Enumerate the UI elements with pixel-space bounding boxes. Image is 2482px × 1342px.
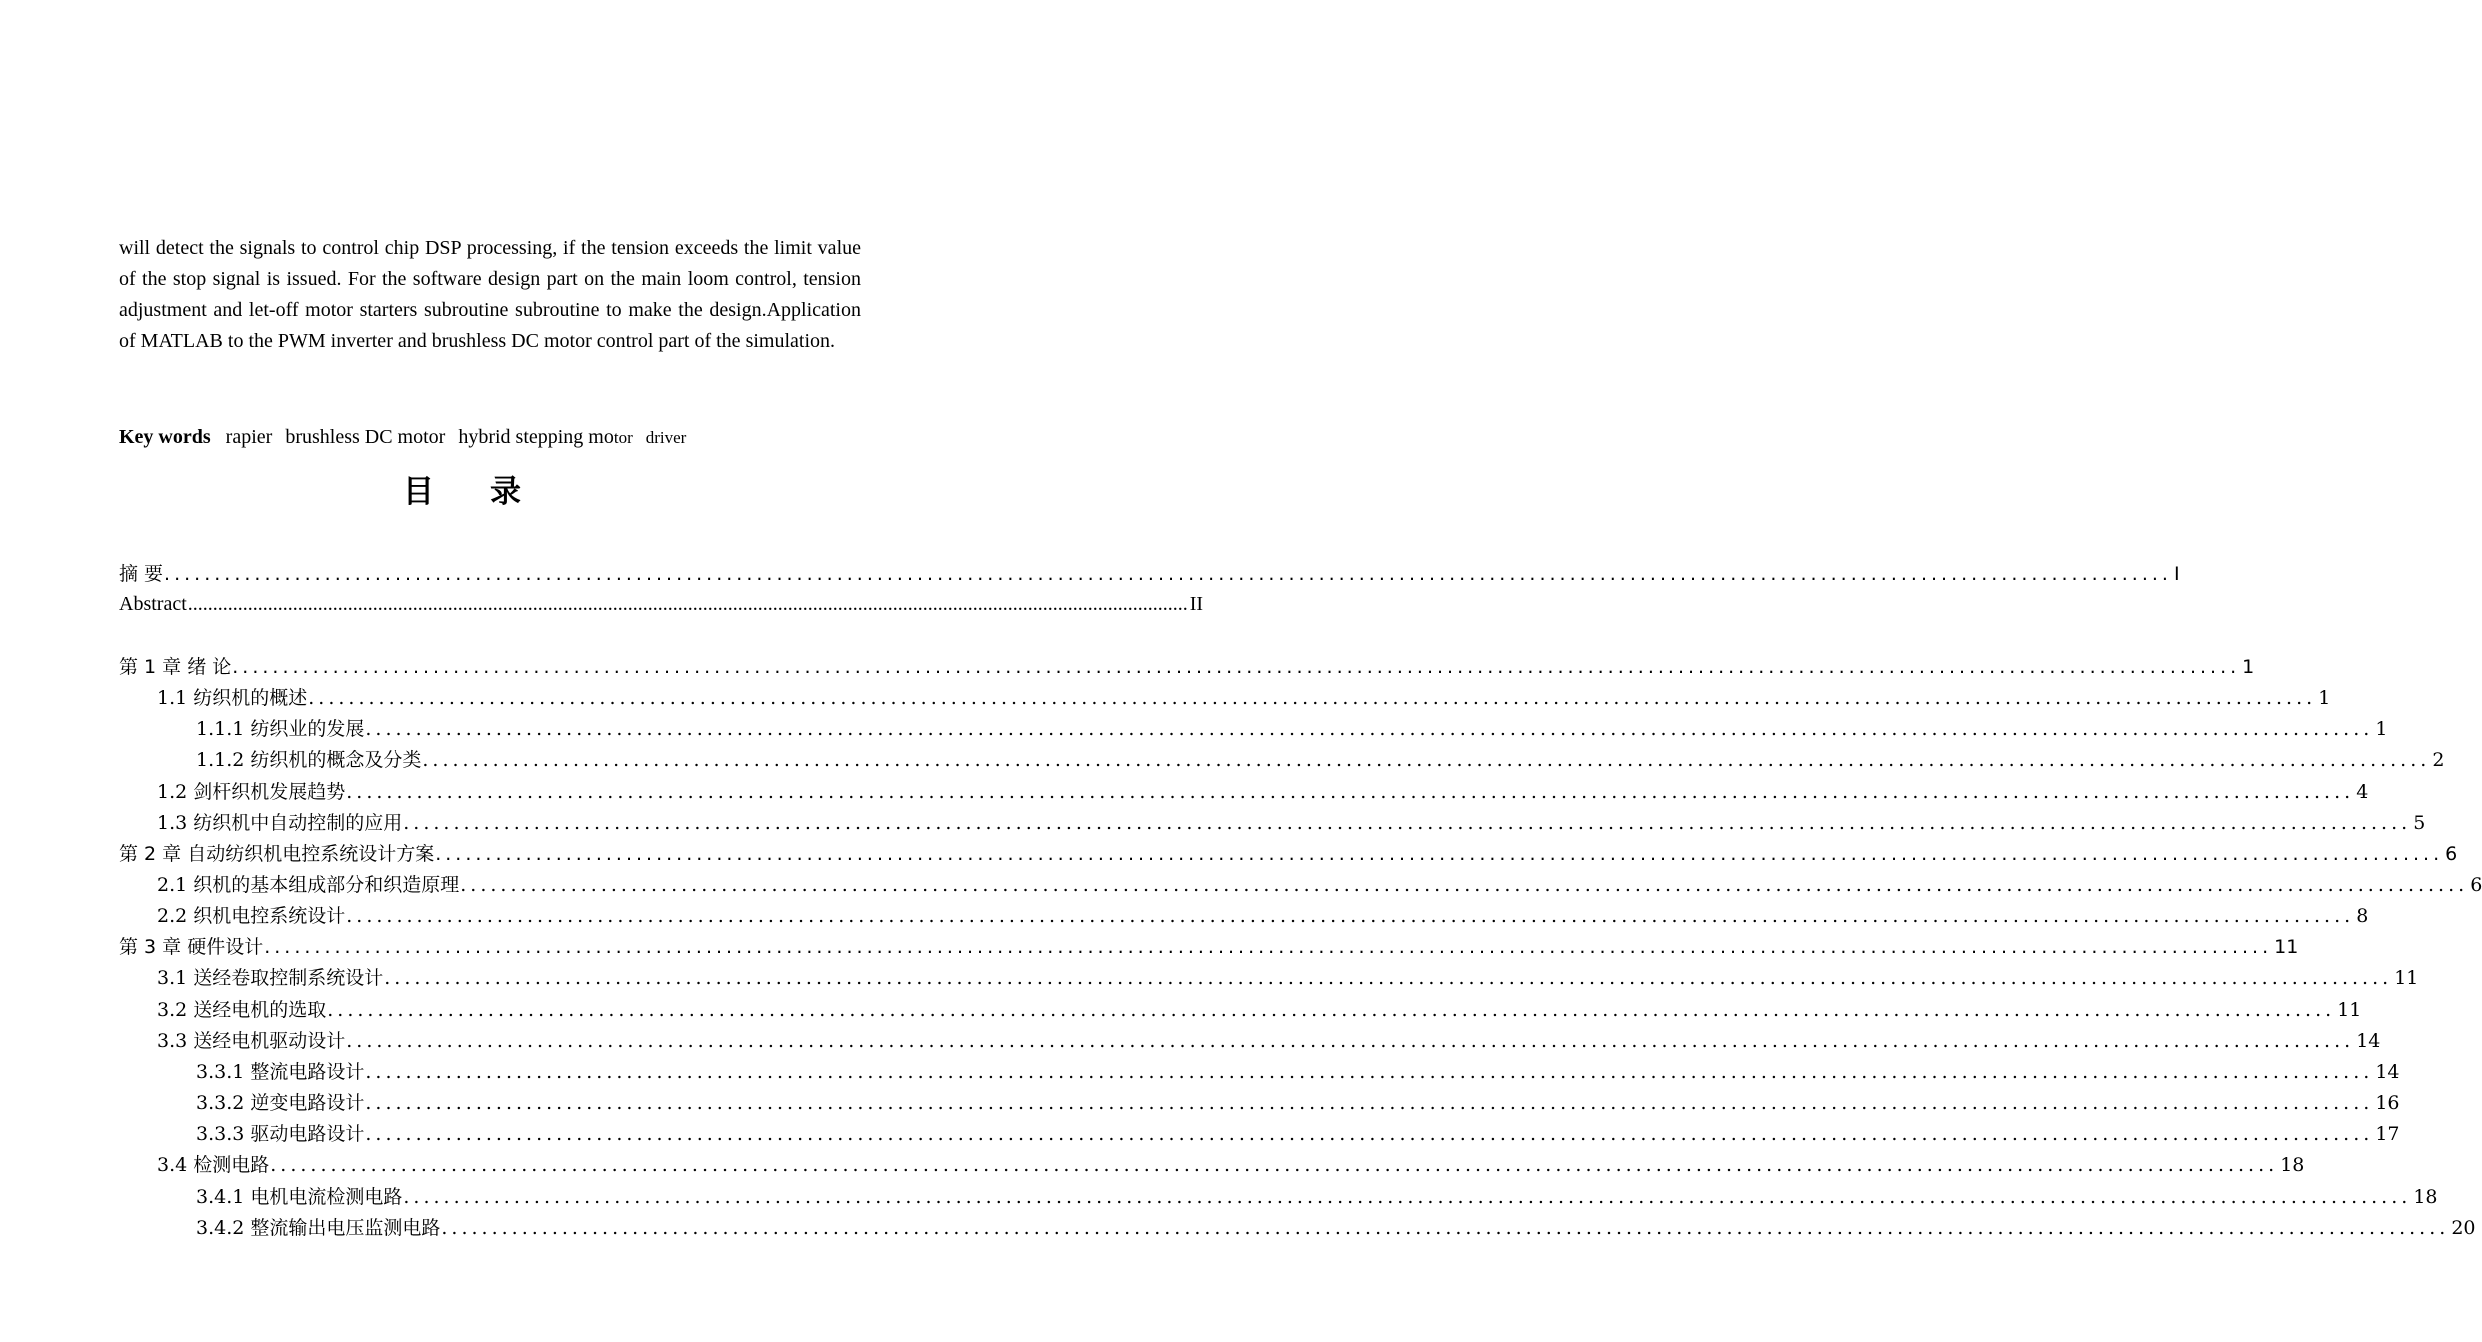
toc-leader-dots: ........................................................................................................................................................................................................	[435, 843, 2444, 865]
toc-entry-page: 11	[2274, 936, 2299, 958]
toc-entry-label: 3.3.2 逆变电路设计	[196, 1092, 365, 1114]
toc-entry[interactable]	[157, 901, 2369, 931]
toc-entry-label: 第 1 章 绪 论	[119, 656, 232, 678]
toc-entry-page: 5	[2413, 812, 2426, 834]
toc-entry-page: 1	[2318, 687, 2331, 709]
toc-entry-page: 18	[2413, 1186, 2438, 1208]
toc-leader-dots: ........................................................................................................................................................................................................	[346, 1030, 2355, 1052]
keyword-item: hybrid stepping mo	[458, 426, 614, 448]
toc-leader-dots: ........................................................................................................................................................................................................	[164, 563, 2172, 585]
toc-entry-label: 1.1 纺织机的概述	[157, 687, 308, 709]
toc-entry-page: 18	[2280, 1154, 2305, 1176]
toc-entry[interactable]	[157, 808, 2426, 838]
keyword-item: brushless DC motor	[285, 426, 446, 448]
toc-entry[interactable]	[119, 839, 2458, 869]
toc-entry[interactable]	[119, 559, 2180, 589]
keyword-item: rapier	[225, 426, 273, 448]
toc-entry-label: 3.3.1 整流电路设计	[196, 1061, 365, 1083]
toc-entry[interactable]	[157, 1026, 2381, 1056]
toc-entry-page: 11	[2337, 999, 2362, 1021]
toc-entry-page: 20	[2451, 1217, 2476, 1239]
toc-entry-page: 6	[2445, 843, 2458, 865]
toc-entry-label: 1.1.2 纺织机的概念及分类	[196, 749, 422, 771]
toc-entry-label: 3.3 送经电机驱动设计	[157, 1030, 346, 1052]
toc-entry-label: 1.1.1 纺织业的发展	[196, 718, 365, 740]
toc-entry-label: 3.4.1 电机电流检测电路	[196, 1186, 403, 1208]
toc-entry-page: 16	[2375, 1092, 2400, 1114]
toc-leader-dots: ........................................................................................................................................................................................................	[232, 656, 2241, 678]
toc-entry-label: 第 3 章 硬件设计	[119, 936, 264, 958]
toc-leader-dots: ........................................................................................................................................................................................................	[365, 1061, 2374, 1083]
toc-entry[interactable]	[119, 589, 1204, 619]
toc-leader-dots: ........................................................................................................................................................................................................	[384, 967, 2393, 989]
toc-leader-dots: ........................................................................................................................................................................................................	[346, 905, 2355, 927]
toc-entry-page: 1	[2242, 656, 2255, 678]
keyword-item-tail: tor	[613, 428, 633, 447]
toc-entry[interactable]	[157, 963, 2419, 993]
toc-entry-label: 3.4 检测电路	[157, 1154, 270, 1176]
toc-entry-page: 2	[2432, 749, 2445, 771]
toc-entry-page: 6	[2470, 874, 2482, 896]
toc-entry-label: 2.2 织机电控系统设计	[157, 905, 346, 927]
toc-leader-dots: ........................................................................................................................................................................................................	[365, 1092, 2374, 1114]
toc-entry[interactable]	[157, 995, 2362, 1025]
toc-title: 目录	[403, 474, 577, 510]
toc-entry[interactable]	[196, 1088, 2400, 1118]
toc-entry[interactable]	[157, 1150, 2305, 1180]
toc-entry[interactable]	[196, 1213, 2476, 1243]
toc-leader-dots: ........................................................................................................................................................................................................	[327, 999, 2336, 1021]
toc-entry-page: 4	[2356, 781, 2369, 803]
toc-entry[interactable]	[119, 652, 2255, 682]
toc-leader-dots: ........................................................................................................................................................................................................	[187, 593, 1188, 615]
keyword-item: driver	[645, 428, 687, 447]
toc-entry-label: 2.1 织机的基本组成部分和织造原理	[157, 874, 460, 896]
toc-leader-dots: ........................................................................................................................................................................................................	[365, 1123, 2374, 1145]
keywords-label: Key words	[119, 426, 211, 448]
toc-entry-label: 3.4.2 整流输出电压监测电路	[196, 1217, 441, 1239]
toc-entry[interactable]	[196, 1119, 2400, 1149]
toc-leader-dots: ........................................................................................................................................................................................................	[308, 687, 2317, 709]
toc-entry[interactable]	[196, 1057, 2400, 1087]
toc-entry-label: 3.3.3 驱动电路设计	[196, 1123, 365, 1145]
toc-entry-page: 14	[2375, 1061, 2400, 1083]
toc-entry-page: I	[2173, 563, 2180, 585]
toc-leader-dots: ........................................................................................................................................................................................................	[441, 1217, 2450, 1239]
toc-entry-page: 17	[2375, 1123, 2400, 1145]
toc-entry-page: II	[1189, 593, 1204, 615]
toc-leader-dots: ........................................................................................................................................................................................................	[460, 874, 2469, 896]
toc-entry-page: 8	[2356, 905, 2369, 927]
toc-entry[interactable]	[157, 683, 2331, 713]
toc-leader-dots: ........................................................................................................................................................................................................	[422, 749, 2431, 771]
toc-entry-page: 1	[2375, 718, 2388, 740]
toc-leader-dots: ........................................................................................................................................................................................................	[270, 1154, 2279, 1176]
abstract-paragraph: will detect the signals to control chip DSP processing, if the tension exceeds the limit value of the stop signal is issued. For the software design part on the main loom control, tension adjustment and let-off motor starters subroutine subroutine to make the design.Application of MATLAB to the PWM inverter and brushless DC motor control part of the simulation.	[119, 237, 861, 352]
toc-leader-dots: ........................................................................................................................................................................................................	[264, 936, 2273, 958]
toc-entry[interactable]	[196, 1182, 2438, 1212]
toc-entry-label: 第 2 章 自动纺织机电控系统设计方案	[119, 843, 435, 865]
keywords-line	[119, 422, 879, 453]
toc-entry-label: 3.1 送经卷取控制系统设计	[157, 967, 384, 989]
toc-entry-page: 14	[2356, 1030, 2381, 1052]
toc-entry-label: 摘 要	[119, 563, 164, 585]
toc-entry-page: 11	[2394, 967, 2419, 989]
toc-entry[interactable]	[196, 745, 2445, 775]
toc-leader-dots: ........................................................................................................................................................................................................	[403, 812, 2412, 834]
toc-leader-dots: ........................................................................................................................................................................................................	[365, 718, 2374, 740]
toc-entry-label: Abstract	[119, 593, 187, 615]
toc-entry[interactable]	[157, 870, 2482, 900]
toc-leader-dots: ........................................................................................................................................................................................................	[346, 781, 2355, 803]
toc-entry[interactable]	[196, 714, 2388, 744]
toc-entry-label: 1.2 剑杆织机发展趋势	[157, 781, 346, 803]
toc-entry[interactable]	[157, 777, 2369, 807]
toc-entry-label: 3.2 送经电机的选取	[157, 999, 327, 1021]
toc-entry-label: 1.3 纺织机中自动控制的应用	[157, 812, 403, 834]
toc-entry[interactable]	[119, 932, 2299, 962]
toc-leader-dots: ........................................................................................................................................................................................................	[403, 1186, 2412, 1208]
